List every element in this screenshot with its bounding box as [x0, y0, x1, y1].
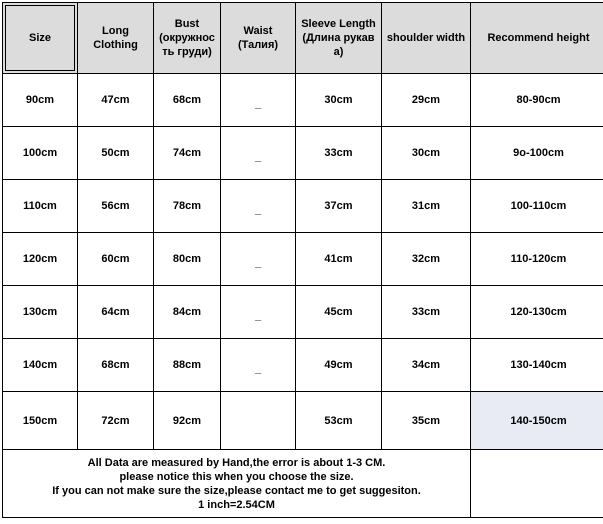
cell-bust: 80cm: [154, 233, 221, 286]
cell-shoulder: 32cm: [382, 233, 471, 286]
cell-long: 56cm: [78, 180, 154, 233]
cell-shoulder: 33cm: [382, 286, 471, 339]
cell-height: 110-120cm: [471, 233, 603, 286]
cell-waist: [221, 127, 296, 180]
waist-value: _: [254, 98, 262, 110]
header-bust: Bust (окружнос ть груди): [154, 3, 221, 74]
cell-height: 140-150cm: [471, 392, 603, 450]
cell-shoulder: 30cm: [382, 127, 471, 180]
cell-height: 120-130cm: [471, 286, 603, 339]
cell-bust: 88cm: [154, 339, 221, 392]
waist-value: _: [254, 257, 262, 269]
cell-height: 130-140cm: [471, 339, 603, 392]
header-size: [3, 3, 78, 74]
cell-bust: 84cm: [154, 286, 221, 339]
cell-waist: [221, 286, 296, 339]
cell-long: 60cm: [78, 233, 154, 286]
header-recommend-height: Recommend height: [471, 3, 603, 74]
cell-shoulder: 29cm: [382, 74, 471, 127]
table-row: [3, 233, 603, 286]
waist-value: _: [254, 310, 262, 322]
cell-size: 110cm: [3, 180, 78, 233]
cell-waist: [221, 74, 296, 127]
header-sleeve-length: Sleeve Length (Длина рукав а): [296, 3, 382, 74]
note-line: 1 inch=2.54CM: [198, 498, 275, 511]
waist-value: _: [254, 363, 262, 375]
cell-shoulder: 31cm: [382, 180, 471, 233]
cell-sleeve: 41cm: [296, 233, 382, 286]
header-row: [3, 3, 603, 74]
cell-size: 130cm: [3, 286, 78, 339]
cell-shoulder: 35cm: [382, 392, 471, 450]
header-long-clothing: Long Clothing: [78, 3, 154, 74]
cell-long: 50cm: [78, 127, 154, 180]
cell-sleeve: 45cm: [296, 286, 382, 339]
cell-bust: 68cm: [154, 74, 221, 127]
header-size-label: Size: [28, 32, 51, 44]
table-row: [3, 74, 603, 127]
note-line: All Data are measured by Hand,the error is about 1-3 CM.: [87, 456, 386, 469]
empty-cell: [471, 450, 603, 518]
waist-value: _: [254, 151, 262, 163]
table-row: [3, 392, 603, 450]
note-line: please notice this when you choose the size.: [119, 470, 354, 483]
note-line: If you can not make sure the size,please contact me to get suggesiton.: [52, 484, 421, 497]
cell-waist: [221, 233, 296, 286]
cell-height: 80-90cm: [471, 74, 603, 127]
measurement-note: [3, 450, 471, 518]
cell-bust: 74cm: [154, 127, 221, 180]
cell-sleeve: 53cm: [296, 392, 382, 450]
table-row: [3, 286, 603, 339]
cell-sleeve: 49cm: [296, 339, 382, 392]
table-row: [3, 339, 603, 392]
cell-size: 150cm: [3, 392, 78, 450]
waist-value: _: [254, 204, 262, 216]
table-row: [3, 180, 603, 233]
cell-waist: [221, 180, 296, 233]
cell-long: 64cm: [78, 286, 154, 339]
cell-sleeve: 30cm: [296, 74, 382, 127]
cell-size: 100cm: [3, 127, 78, 180]
size-chart-table: [2, 2, 603, 518]
header-shoulder-width: shoulder width: [382, 3, 471, 74]
cell-waist: [221, 339, 296, 392]
cell-long: 72cm: [78, 392, 154, 450]
cell-size: 120cm: [3, 233, 78, 286]
cell-height: 9o-100cm: [471, 127, 603, 180]
note-row: [3, 450, 603, 518]
cell-long: 68cm: [78, 339, 154, 392]
header-waist: Waist (Талия): [221, 3, 296, 74]
cell-sleeve: 33cm: [296, 127, 382, 180]
cell-size: 140cm: [3, 339, 78, 392]
cell-shoulder: 34cm: [382, 339, 471, 392]
cell-bust: 92cm: [154, 392, 221, 450]
cell-height: 100-110cm: [471, 180, 603, 233]
table-row: [3, 127, 603, 180]
cell-waist: [221, 392, 296, 450]
cell-bust: 78cm: [154, 180, 221, 233]
cell-long: 47cm: [78, 74, 154, 127]
cell-sleeve: 37cm: [296, 180, 382, 233]
cell-size: 90cm: [3, 74, 78, 127]
